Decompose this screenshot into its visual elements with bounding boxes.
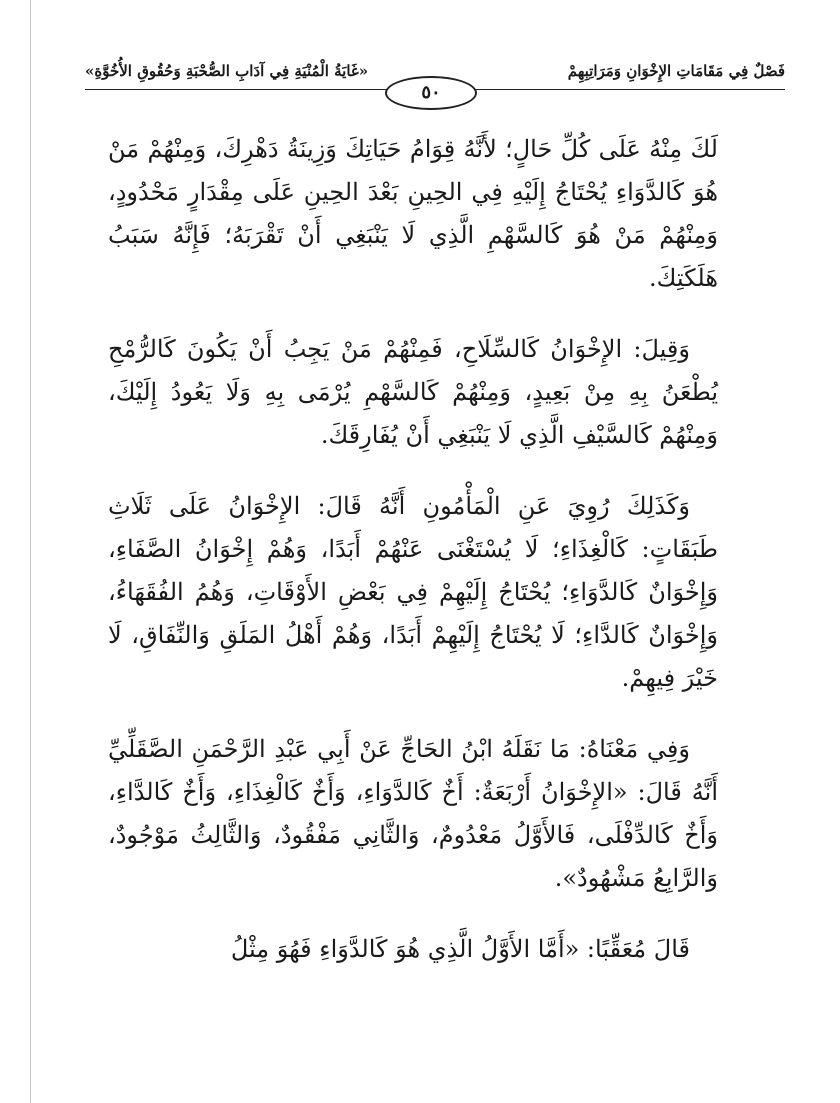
page-margin-rule bbox=[30, 0, 31, 1103]
paragraph-3: وَكَذَلِكَ رُوِيَ عَنِ الْمَأْمُونِ أَنَّهُ قَالَ: الإِخْوَانُ عَلَى ثَلَاثِ طَبَقَاتٍ: كَالْغِذَاءِ؛ لَا يُسْتَغْنَى عَنْهُمْ أَبَدًا، وَهُمْ إِخْوَانُ الصَّفَاءِ، وَإِخْوَانٌ كَالدَّوَاءِ؛ يُحْتَاجُ إِلَيْهِمْ فِي بَعْضِ الأَوْقَاتِ، وَهُمُ الفُقَهَاءُ، وَإِخْوَانٌ كَالدَّاءِ؛ لَا يُحْتَاجُ إِلَيْهِمْ أَبَدًا، وَهُمْ أَهْلُ المَلَقِ وَالنِّفَاقِ، لَا خَيْرَ فِيهِمْ. bbox=[108, 492, 718, 692]
page-number: ٥٠ bbox=[385, 76, 477, 110]
paragraph-4: وَفِي مَعْنَاهُ: مَا نَقَلَهُ ابْنُ الحَاجِّ عَنْ أَبِي عَبْدِ الرَّحْمَنِ الصَّقَلِّيِّ أَنَّهُ قَالَ: «الإِخْوَانُ أَرْبَعَةٌ: أَخٌ كَالدَّوَاءِ، وَأَخٌ كَالْغِذَاءِ، وَأَخٌ كَالدَّاءِ، وَأَخٌ كَالدِّفْلَى، فَالأَوَّلُ مَعْدُومٌ، وَالثَّانِي مَفْقُودٌ، وَالثَّالِثُ مَوْجُودٌ، وَالرَّابِعُ مَشْهُودٌ». bbox=[108, 735, 718, 892]
paragraph-2: وَقِيلَ: الإِخْوَانُ كَالسِّلَاحِ، فَمِنْهُمْ مَنْ يَجِبُ أَنْ يَكُونَ كَالرُّمْحِ يُطْعَنُ بِهِ مِنْ بَعِيدٍ، وَمِنْهُمْ كَالسَّهْمِ يُرْمَى بِهِ وَلَا يَعُودُ إِلَيْكَ، وَمِنْهُمْ كَالسَّيْفِ الَّذِي لَا يَنْبَغِي أَنْ يُفَارِقَكَ. bbox=[108, 335, 718, 449]
section-title: فَصْلٌ فِي مَقَامَاتِ الإِخْوَانِ وَمَرَاتِبِهِمْ bbox=[567, 62, 785, 80]
page-body bbox=[108, 128, 718, 999]
paragraph-5: قَالَ مُعَقِّبًا: «أَمَّا الأَوَّلُ الَّذِي هُوَ كَالدَّوَاءِ فَهُوَ مِثْلُ bbox=[230, 935, 690, 963]
book-title: «غَايَةُ الْمُنْيَةِ فِي آدَابِ الصُّحْبَةِ وَحُقُوقِ الأُخُوَّةِ» bbox=[85, 62, 369, 80]
running-header bbox=[85, 52, 785, 106]
paragraph-1: لَكَ مِنْهُ عَلَى كُلِّ حَالٍ؛ لأَنَّهُ قِوَامُ حَيَاتِكَ وَزِينَةُ دَهْرِكَ، وَمِنْهُمْ مَنْ هُوَ كَالدَّوَاءِ يُحْتَاجُ إِلَيْهِ فِي الحِينِ بَعْدَ الحِينِ عَلَى مِقْدَارٍ مَحْدُودٍ، وَمِنْهُمْ مَنْ هُوَ كَالسَّهْمِ الَّذِي لَا يَنْبَغِي أَنْ تَقْرَبَهُ؛ فَإِنَّهُ سَبَبُ هَلَكَتِكَ. bbox=[108, 135, 719, 292]
